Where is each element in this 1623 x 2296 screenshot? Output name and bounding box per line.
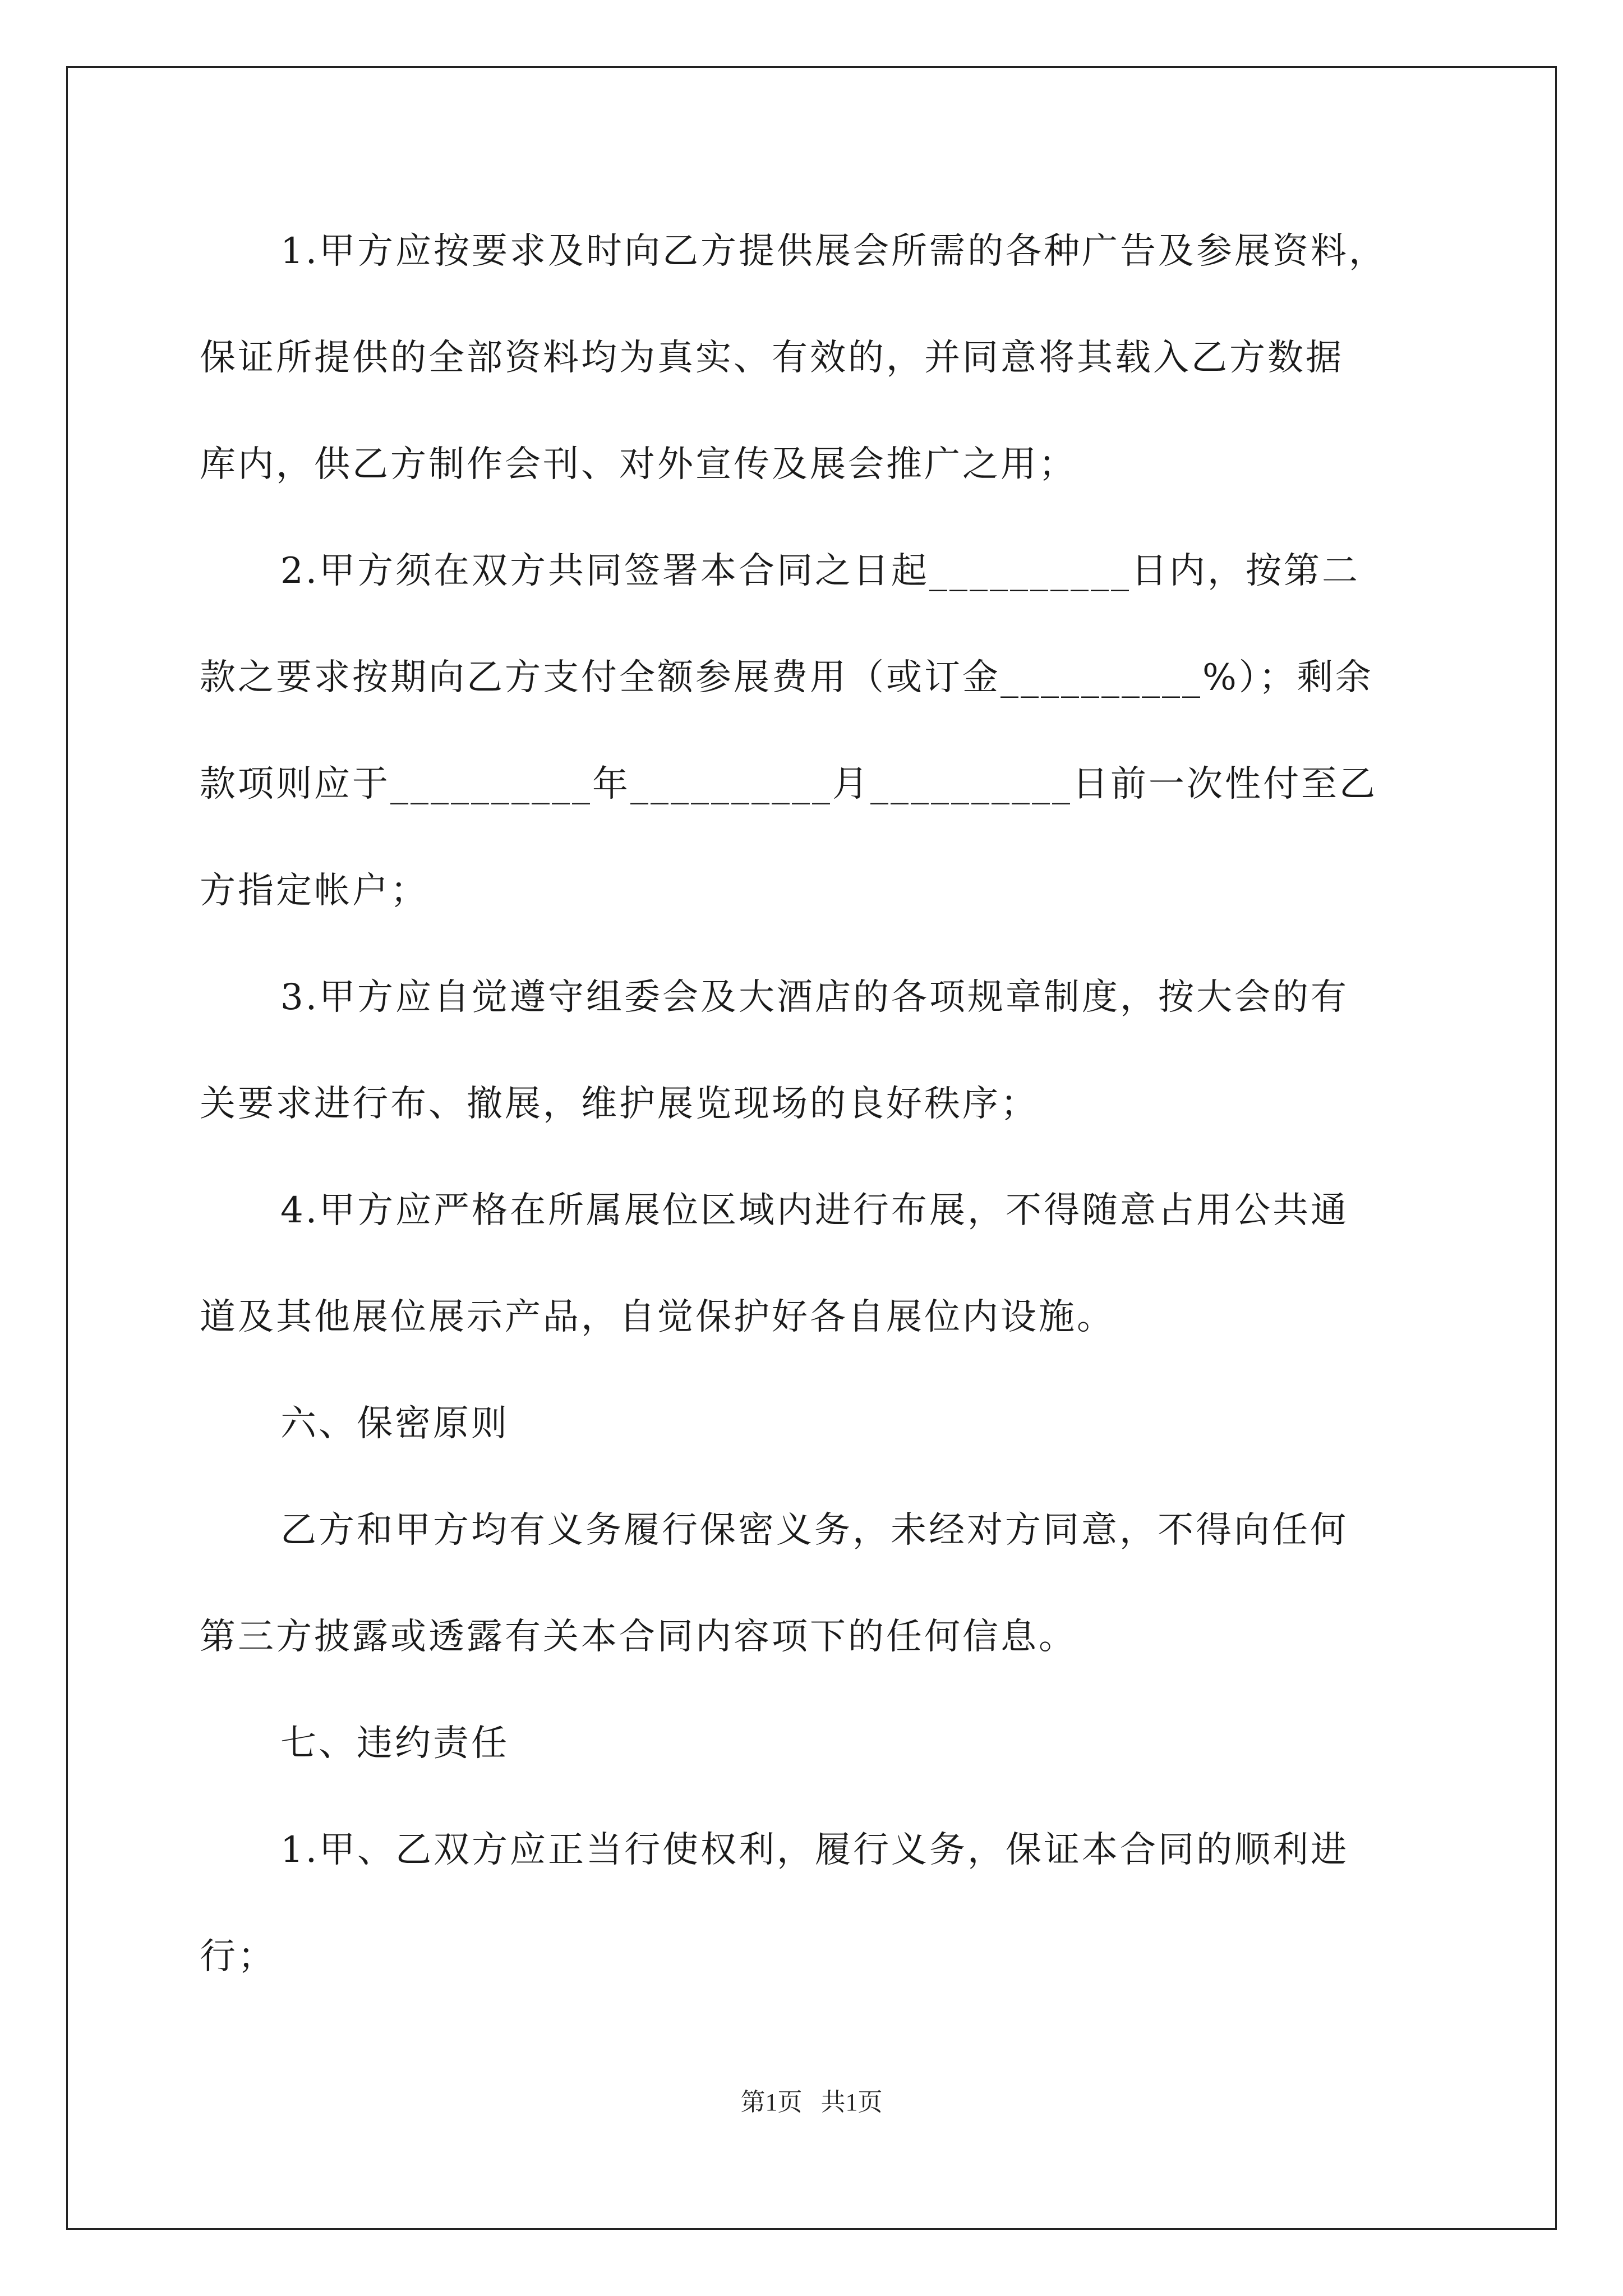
paragraph-line: 款之要求按期向乙方支付全额参展费用（或订金__________%）；剩余 xyxy=(200,657,1373,698)
paragraph-line: 道及其他展位展示产品，自觉保护好各自展位内设施。 xyxy=(200,1296,1115,1338)
paragraph-line: 1.甲、乙双方应正当行使权利，履行义务，保证本合同的顺利进 xyxy=(280,1829,1349,1871)
paragraph-line: 3.甲方应自觉遵守组委会及大酒店的各项规章制度，按大会的有 xyxy=(280,977,1349,1018)
paragraph-line: 第三方披露或透露有关本合同内容项下的任何信息。 xyxy=(200,1616,1077,1658)
paragraph-line: 1.甲方应按要求及时向乙方提供展会所需的各种广告及参展资料， xyxy=(280,231,1387,272)
paragraph-line: 关要求进行布、撤展，维护展览现场的良好秩序； xyxy=(200,1083,1039,1125)
paragraph-line: 4.甲方应严格在所属展位区域内进行布展，不得随意占用公共通 xyxy=(280,1190,1349,1231)
section-heading: 七、违约责任 xyxy=(280,1723,509,1764)
paragraph-line: 库内，供乙方制作会刊、对外宣传及展会推广之用； xyxy=(200,444,1077,485)
paragraph-line: 方指定帐户； xyxy=(200,870,428,912)
page-border xyxy=(66,66,1557,2230)
paragraph-line: 款项则应于__________年__________月__________日前一次性付至乙 xyxy=(200,763,1377,805)
paragraph-line: 乙方和甲方均有义务履行保密义务，未经对方同意，不得向任何 xyxy=(280,1510,1348,1551)
paragraph-line: 行； xyxy=(200,1936,276,1977)
page-footer: 第1页 共1页 xyxy=(740,2088,883,2116)
paragraph-line: 2.甲方须在双方共同签署本合同之日起__________日内，按第二 xyxy=(280,550,1361,592)
paragraph-line: 保证所提供的全部资料均为真实、有效的，并同意将其载入乙方数据 xyxy=(200,337,1344,379)
section-heading: 六、保密原则 xyxy=(280,1403,509,1444)
